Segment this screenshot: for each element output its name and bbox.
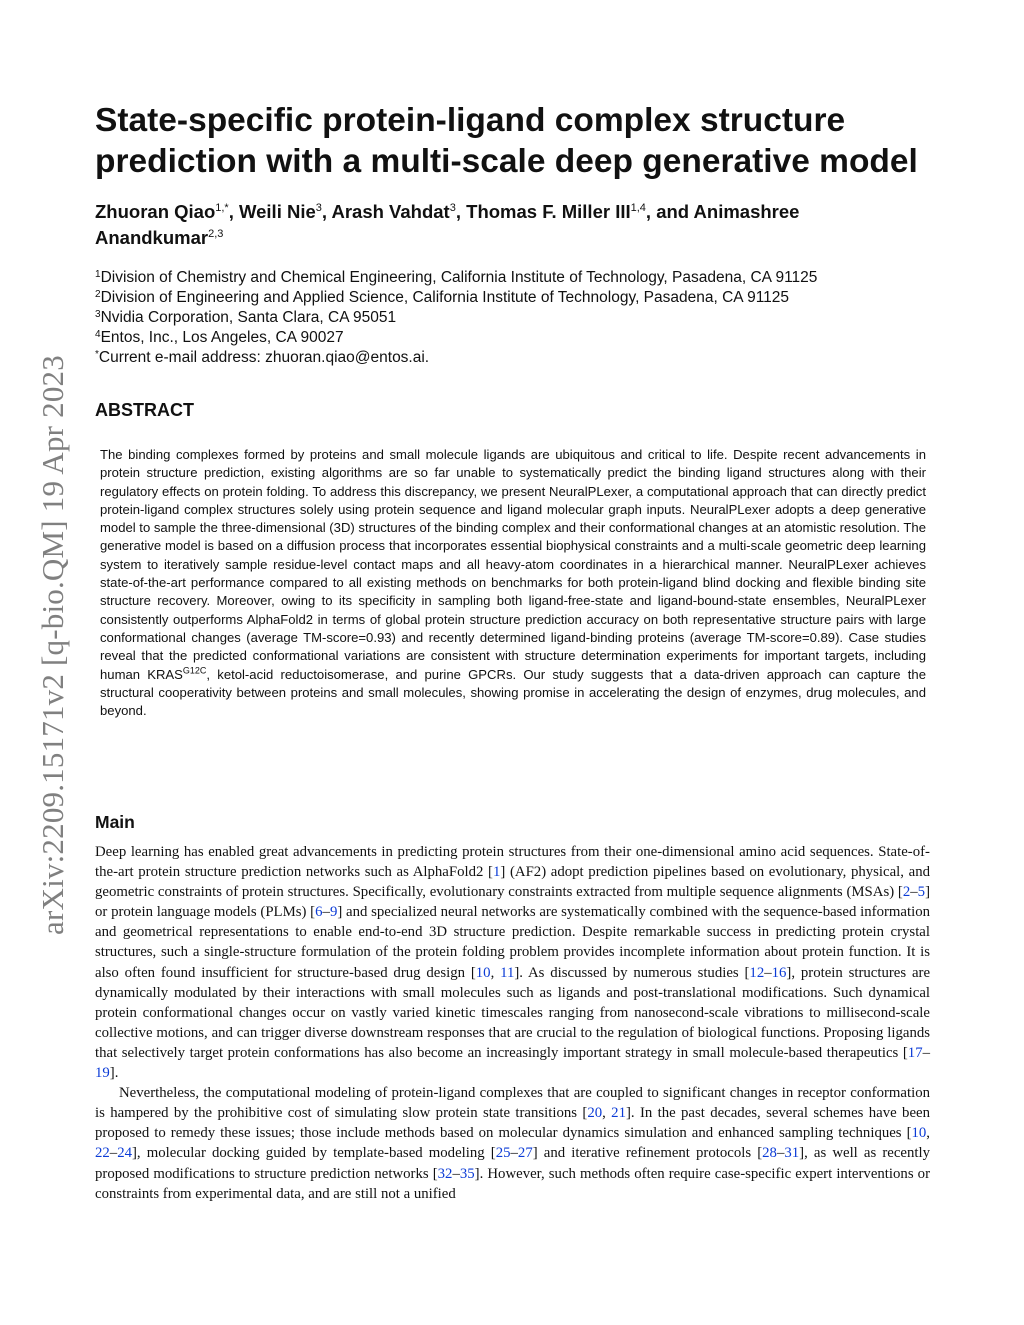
affiliation-item xyxy=(95,348,945,368)
main-section-body xyxy=(95,842,930,1204)
affiliation-mark: 2 xyxy=(95,289,101,300)
citation-link[interactable]: 32 xyxy=(437,1165,453,1182)
author-affiliation-mark: 3 xyxy=(315,202,322,214)
body-text: Deep learning has enabled great advancements in predicting protein structures from their one-dimensional amino acid sequences. State-of-the-art protein structure prediction networks such as AlphaFold2 [ xyxy=(95,844,930,881)
author-separator: , xyxy=(321,201,332,223)
citation-link[interactable]: 5 xyxy=(917,884,926,901)
body-text: ] and iterative refinement protocols [ xyxy=(532,1145,763,1162)
author-affiliation-mark: 1,* xyxy=(215,202,229,214)
author-separator: , xyxy=(455,201,467,223)
abstract-text xyxy=(100,446,926,720)
arxiv-identifier: arXiv:2209.15171v2 [q-bio.QM] 19 Apr 2023 xyxy=(35,355,70,935)
affiliation-item xyxy=(95,328,945,348)
citation-link[interactable]: 28 xyxy=(762,1145,777,1162)
affiliation-mark: 4 xyxy=(95,329,101,340)
author-affiliation-mark: 2,3 xyxy=(208,228,224,241)
author-affiliation-mark: 1,4 xyxy=(630,202,646,214)
affiliation-mark: 3 xyxy=(95,309,101,320)
citation-link[interactable]: 11 xyxy=(500,964,515,981)
abstract-superscript: G12C xyxy=(182,665,207,676)
abstract-heading: ABSTRACT xyxy=(95,400,194,420)
affiliation-item xyxy=(95,308,945,328)
body-paragraph xyxy=(95,1083,930,1204)
body-text: – xyxy=(452,1165,460,1182)
body-text: ], protein structures are dynamically modulated by their interactions with small molecules such as ligands and post-translational modifications. Such dynamical protein conformational changes occur on vastly varied kinetic timescales ranging from nanosecond-scale vibrations to millisecond-scale collective motions, and can trigger diverse downstream responses that are crucial to the regulation of biological functions. Proposing ligands that selectively target protein conformations has also become an increasingly important strategy in small molecule-based therapeutics [ xyxy=(95,964,931,1061)
body-text: ], molecular docking guided by template-based modeling [ xyxy=(132,1145,496,1162)
affiliation-text: Entos, Inc., Los Angeles, CA 90027 xyxy=(100,329,344,346)
citation-link[interactable]: 25 xyxy=(495,1145,511,1162)
citation-link[interactable]: 35 xyxy=(459,1165,475,1182)
affiliation-text: Nvidia Corporation, Santa Clara, CA 95051 xyxy=(100,309,397,326)
citation-link[interactable]: 10 xyxy=(911,1125,927,1142)
body-text: – xyxy=(764,964,772,981)
body-text: , xyxy=(490,964,501,981)
affiliation-item xyxy=(95,268,945,288)
body-text: – xyxy=(109,1145,118,1162)
citation-link[interactable]: 12 xyxy=(749,964,765,981)
author-name: Thomas F. Miller III xyxy=(466,201,631,223)
section-heading-main: Main xyxy=(95,812,135,832)
author-affiliation-mark: 3 xyxy=(449,202,456,214)
citation-link[interactable]: 6 xyxy=(315,904,323,921)
body-text: ]. As discussed by numerous studies [ xyxy=(514,964,750,981)
citation-link[interactable]: 24 xyxy=(117,1145,132,1162)
author-name: Weili Nie xyxy=(239,201,316,223)
affiliation-text: Division of Engineering and Applied Science, California Institute of Technology, Pasadena, CA 91125 xyxy=(100,289,790,306)
citation-link[interactable]: 17 xyxy=(907,1044,923,1061)
affiliation-list xyxy=(95,268,945,368)
affiliation-mark: 1 xyxy=(95,269,101,280)
body-text: – xyxy=(510,1145,518,1162)
citation-link[interactable]: 27 xyxy=(517,1145,533,1162)
citation-link[interactable]: 20 xyxy=(587,1105,603,1122)
body-text: – xyxy=(776,1145,785,1162)
citation-link[interactable]: 21 xyxy=(611,1105,626,1122)
abstract-text-end: , ketol-acid reductoisomerase, and purine GPCRs. Our study suggests that a data-driven approach can capture the structural cooperativity between proteins and small molecules, showing promise in accelerating the design of enzymes, drug molecules, and beyond. xyxy=(100,666,926,719)
author-name: Animashree Anandkumar xyxy=(95,201,800,249)
affiliation-text: Division of Chemistry and Chemical Engineering, California Institute of Technology, Pasadena, CA 91125 xyxy=(100,269,818,286)
citation-link[interactable]: 10 xyxy=(475,964,491,981)
citation-link[interactable]: 16 xyxy=(771,964,787,981)
affiliation-item xyxy=(95,288,945,308)
body-text: , xyxy=(602,1105,612,1122)
body-text: ]. However, such methods often require case-specific expert interventions or constraints from experimental data, and are still not a unified xyxy=(95,1165,930,1202)
body-text: ]. xyxy=(109,1065,119,1082)
abstract-text-start: The binding complexes formed by proteins and small molecule ligands are ubiquitous and critical to life. Despite recent advancements in protein structure prediction, existing algorithms are so far unable to systematically predict the binding ligand structures along with their regulatory effects on protein folding. To address this discrepancy, we present NeuralPLexer, a computational approach that can directly predict protein-ligand complex structures solely using protein sequence and ligand molecular graph inputs. NeuralPLexer adopts a deep generative model to sample the three-dimensional (3D) structures of the binding complex and their conformational changes at an atomistic resolution. The generative model is based on a diffusion process that incorporates essential biophysical constraints and a multi-scale geometric deep learning system to iteratively sample residue-level contact maps and all heavy-atom coordinates in a hierarchical manner. NeuralPLexer achieves state-of-the-art performance compared to all existing methods on benchmarks for both protein-ligand blind docking and flexible binding site structure recovery. Moreover, owing to its specificity in sampling both ligand-free-state and ligand-bound-state ensembles, NeuralPLexer consistently outperforms AlphaFold2 in terms of global protein structure prediction accuracy on both representative structure pairs with large conformational changes (average TM-score=0.93) and recently determined ligand-binding proteins (average TM-score=0.89). Case studies reveal that the predicted conformational variations are consistent with structure determination experiments for important targets, including human KRAS xyxy=(100,447,926,682)
citation-link[interactable]: 2 xyxy=(902,884,911,901)
author-list xyxy=(95,197,925,249)
author-name: Arash Vahdat xyxy=(331,201,450,223)
body-text: – xyxy=(910,884,918,901)
body-text: ] or protein language models (PLMs) [ xyxy=(95,884,930,921)
body-text: – xyxy=(922,1044,930,1061)
body-text: ]. In the past decades, several schemes have been proposed to remedy these issues; those include methods based on molecular dynamics simulation and enhanced sampling techniques [ xyxy=(95,1105,930,1142)
author-separator: , and xyxy=(645,201,694,223)
citation-link[interactable]: 1 xyxy=(492,864,501,881)
body-text: Nevertheless, the computational modeling of protein-ligand complexes that are coupled to significant changes in receptor conformation is hampered by the prohibitive cost of simulating slow protein state transitions [ xyxy=(95,1085,930,1122)
citation-link[interactable]: 19 xyxy=(95,1065,110,1082)
author-separator: , xyxy=(228,201,239,223)
body-text: ], as well as recently proposed modifications to structure prediction networks [ xyxy=(95,1145,931,1182)
body-text: ] (AF2) adopt prediction pipelines based on evolutionary, physical, and geometric constraints of protein structures. Specifically, evolutionary constraints extracted from multiple sequence alignments (MSAs) [ xyxy=(95,864,930,901)
author-name: Zhuoran Qiao xyxy=(95,201,216,223)
body-text: ] and specialized neural networks are systematically combined with the sequence-based information and geometrical representations to enable end-to-end 3D structure prediction. Despite remarkable success in predicting protein crystal structures, such a single-structure formulation of the protein folding problem provides incomplete information about protein function. It is also often found insufficient for structure-based drug design [ xyxy=(95,904,930,981)
body-paragraph xyxy=(95,842,930,1083)
citation-link[interactable]: 31 xyxy=(784,1145,800,1162)
paper-title: State-specific protein-ligand complex structure prediction with a multi-scale deep generative model xyxy=(95,102,918,180)
citation-link[interactable]: 9 xyxy=(329,904,338,921)
body-text: – xyxy=(322,904,330,921)
body-text: , xyxy=(926,1125,930,1142)
citation-link[interactable]: 22 xyxy=(95,1145,110,1162)
affiliation-text: Current e-mail address: zhuoran.qiao@entos.ai. xyxy=(98,349,430,366)
affiliation-mark: * xyxy=(95,349,99,360)
